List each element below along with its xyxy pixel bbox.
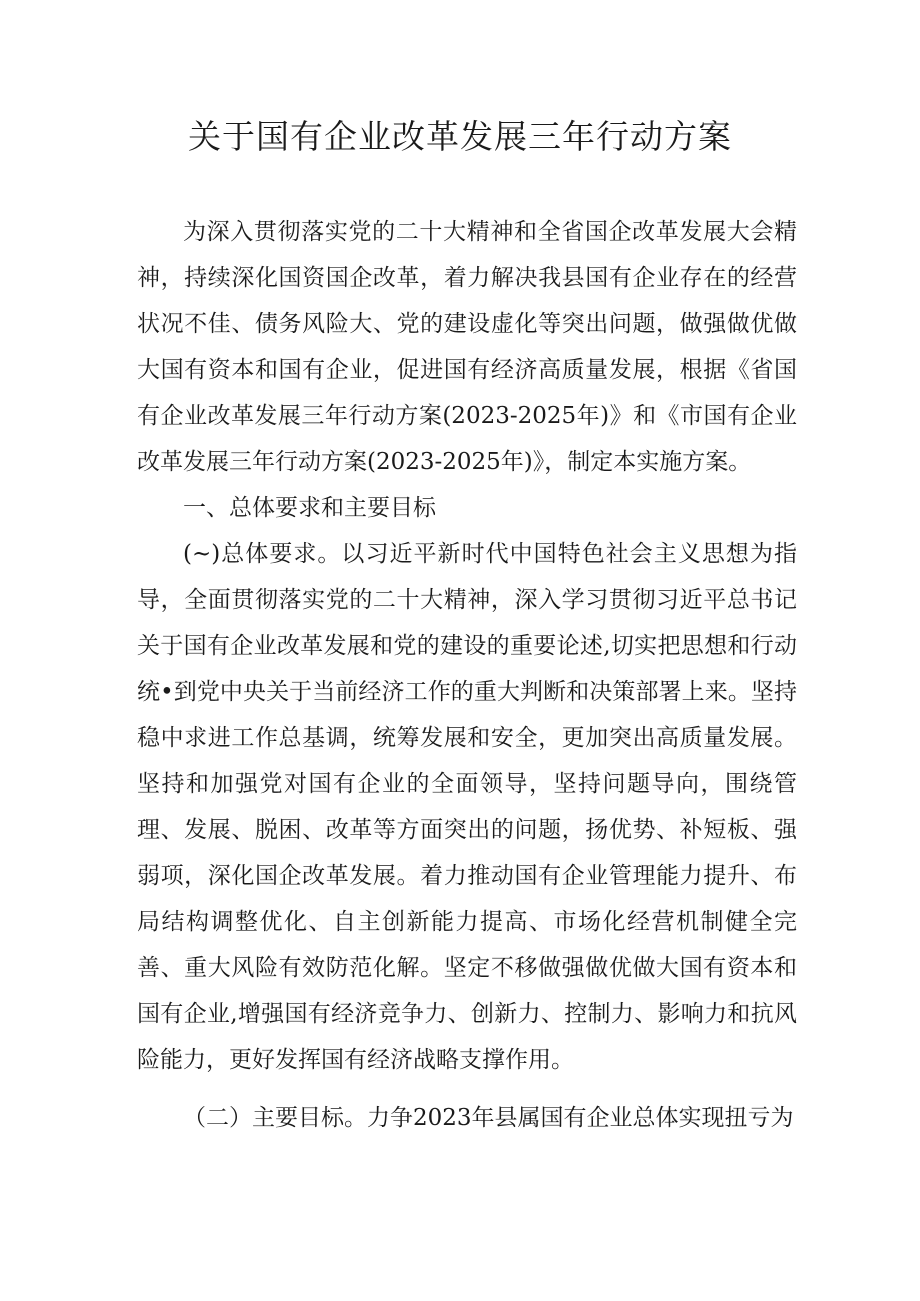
document-body (137, 209, 797, 1141)
intro-paragraph: 为深入贯彻落实党的二十大精神和全省国企改革发展大会精神，持续深化国资国企改革，着力解决我县国有企业存在的经营状况不佳、债务风险大、党的建设虚化等突出问题，做强做优做大国有资本和国有企业，促进国有经济高质量发展，根据《省国有企业改革发展三年行动方案(2023-2025年)》和《市国有企业改革发展三年行动方案(2023-2025年)》，制定本实施方案。 (137, 219, 797, 475)
main-targets-paragraph: （二）主要目标。力争2023年县属国有企业总体实现扭亏为 (183, 1105, 794, 1131)
section-heading-1: 一、总体要求和主要目标 (183, 495, 436, 521)
document-title: 关于国有企业改革发展三年行动方案 (188, 117, 732, 156)
general-requirements-paragraph: (~)总体要求。以习近平新时代中国特色社会主义思想为指导，全面贯彻落实党的二十大精神，深入学习贯彻习近平总书记关于国有企业改革发展和党的建设的重要论述,切实把思想和行动统•到党中央关于当前经济工作的重大判断和决策部署上来。坚持稳中求进工作总基调，统筹发展和安全，更加突出高质量发展。坚持和加强党对国有企业的全面领导，坚持问题导向，围绕管理、发展、脱困、改革等方面突出的问题，扬优势、补短板、强弱项，深化国企改革发展。着力推动国有企业管理能力提升、布局结构调整优化、自主创新能力提高、市场化经营机制健全完善、重大风险有效防范化解。坚定不移做强做优做大国有资本和国有企业,增强国有经济竞争力、创新力、控制力、影响力和抗风险能力，更好发挥国有经济战略支撑作用。 (137, 541, 797, 1073)
